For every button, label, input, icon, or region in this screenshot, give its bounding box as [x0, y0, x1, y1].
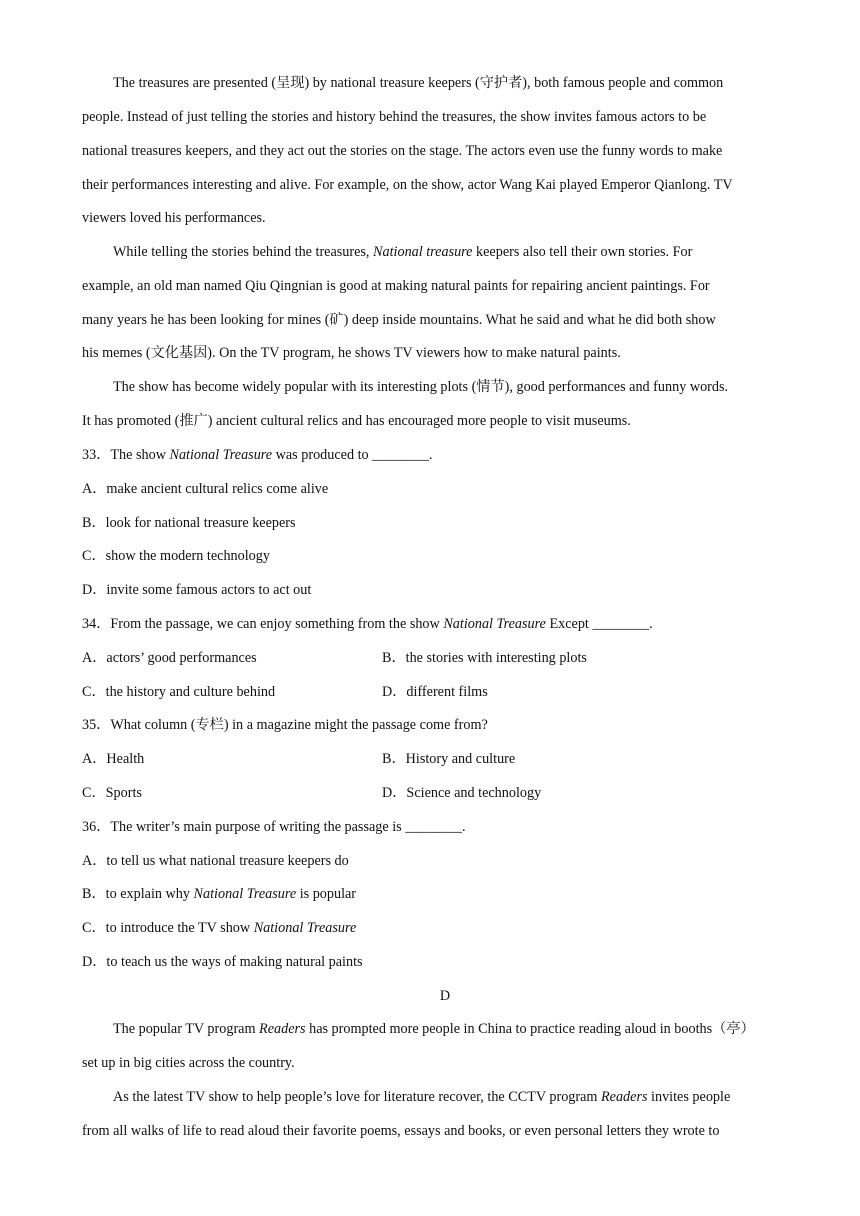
q36-option-d: D．to teach us the ways of making natural paints — [82, 954, 363, 970]
passage-c-p1-line-4: their performances interesting and alive. For example, on the show, actor Wang Kai played Emperor Qianlong. TV — [82, 177, 733, 193]
q36b-text-a: B．to explain why — [82, 886, 194, 902]
q33-option-a: A．make ancient cultural relics come alive — [82, 481, 329, 497]
p2-title-italic: National treasure — [373, 244, 473, 260]
question-35: 35．What column (专栏) in a magazine might the passage come from? — [82, 717, 488, 733]
question-36: 36．The writer’s main purpose of writing the passage is ________. — [82, 819, 466, 835]
q36-option-b — [82, 884, 356, 904]
q33-text-b: was produced to ________. — [272, 447, 433, 463]
q35-option-d: D．Science and technology — [382, 785, 542, 801]
pd1-title-italic: Readers — [259, 1021, 306, 1037]
q34-text-a: 34．From the passage, we can enjoy something from the show — [82, 616, 444, 632]
q34-option-b: B．the stories with interesting plots — [382, 650, 587, 666]
passage-d-heading: D — [439, 988, 451, 1004]
p2-text-b: keepers also tell their own stories. For — [472, 244, 693, 260]
passage-c-p2-line-1 — [113, 242, 692, 262]
passage-c-p2-line-3: many years he has been looking for mines (矿) deep inside mountains. What he said and what he did both show — [82, 312, 716, 328]
q36-option-c — [82, 918, 356, 938]
q33-text-a: 33．The show — [82, 447, 170, 463]
q34-option-a: A．actors’ good performances — [82, 650, 257, 666]
passage-d-p2-line-1 — [113, 1087, 730, 1107]
q35-option-a: A．Health — [82, 751, 145, 767]
q36c-text-a: C．to introduce the TV show — [82, 920, 254, 936]
question-34 — [82, 614, 653, 634]
p2-text-a: While telling the stories behind the treasures, — [113, 244, 374, 260]
q33-option-b: B．look for national treasure keepers — [82, 515, 296, 531]
q33-option-d: D．invite some famous actors to act out — [82, 582, 312, 598]
q33-title-italic: National Treasure — [169, 447, 273, 463]
passage-c-p1-line-2: people. Instead of just telling the stories and history behind the treasures, the show invites famous actors to be — [82, 109, 707, 125]
passage-c-p3-line-1: The show has become widely popular with its interesting plots (情节), good performances and funny words. — [113, 379, 729, 395]
pd2-text-a: As the latest TV show to help people’s love for literature recover, the CCTV program — [113, 1089, 601, 1105]
q36c-title-italic: National Treasure — [253, 920, 357, 936]
q34-option-c: C．the history and culture behind — [82, 684, 276, 700]
q35-option-c: C．Sports — [82, 785, 142, 801]
question-33 — [82, 445, 432, 465]
passage-d-p1-line-1 — [113, 1019, 755, 1039]
passage-c-p1-line-1: The treasures are presented (呈现) by national treasure keepers (守护者), both famous people and common — [113, 75, 724, 91]
pd2-title-italic: Readers — [601, 1089, 648, 1105]
pd2-text-b: invites people — [647, 1089, 731, 1105]
passage-c-p1-line-3: national treasures keepers, and they act out the stories on the stage. The actors even use the funny words to make — [82, 143, 723, 159]
pd1-text-a: The popular TV program — [113, 1021, 260, 1037]
passage-c-p1-line-5: viewers loved his performances. — [82, 210, 266, 226]
q34-text-b: Except ________. — [545, 616, 653, 632]
passage-c-p3-line-2: It has promoted (推广) ancient cultural relics and has encouraged more people to visit museums. — [82, 413, 631, 429]
q35-option-b: B．History and culture — [382, 751, 516, 767]
passage-d-p1-line-2: set up in big cities across the country. — [82, 1055, 295, 1071]
q34-title-italic: National Treasure — [443, 616, 546, 632]
q36b-title-italic: National Treasure — [193, 886, 297, 902]
q33-option-c: C．show the modern technology — [82, 548, 270, 564]
q36b-text-b: is popular — [296, 886, 357, 902]
pd1-text-b: has prompted more people in China to practice reading aloud in booths（亭） — [305, 1021, 755, 1037]
passage-c-p2-line-4: his memes (文化基因). On the TV program, he shows TV viewers how to make natural paints. — [82, 345, 621, 361]
q36-option-a: A．to tell us what national treasure keepers do — [82, 853, 349, 869]
passage-d-p2-line-2: from all walks of life to read aloud their favorite poems, essays and books, or even personal letters they wrote to — [82, 1123, 720, 1139]
q34-option-d: D．different films — [382, 684, 488, 700]
passage-c-p2-line-2: example, an old man named Qiu Qingnian is good at making natural paints for repairing ancient paintings. For — [82, 278, 710, 294]
